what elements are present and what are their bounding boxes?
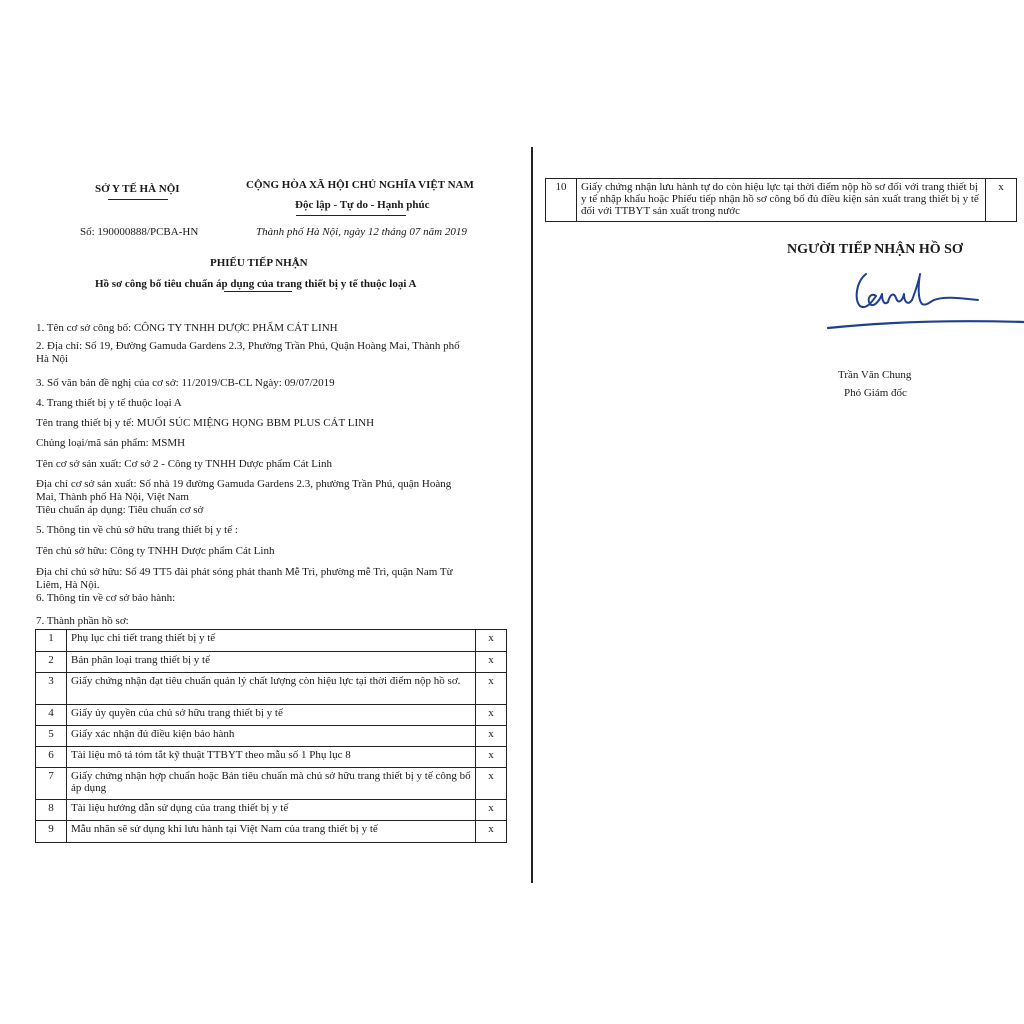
row-document: Tài liệu hướng dẫn sử dụng của trang thiết bị y tế xyxy=(67,800,476,821)
table-row xyxy=(546,179,1017,222)
receiver-heading: NGƯỜI TIẾP NHẬN HỒ SƠ xyxy=(787,242,963,257)
row-mark: x xyxy=(476,652,507,673)
signature-stroke xyxy=(828,321,1024,328)
row-mark: x xyxy=(476,673,507,705)
row-number: 5 xyxy=(36,726,67,747)
agency-underline xyxy=(108,199,168,200)
row-document: Tài liệu mô tả tóm tắt kỹ thuật TTBYT theo mẫu số 1 Phụ lục 8 xyxy=(67,747,476,768)
row-number: 3 xyxy=(36,673,67,705)
manufacturer-address-cont: Mai, Thành phố Hà Nội, Việt Nam xyxy=(36,491,189,503)
agency-name: SỞ Y TẾ HÀ NỘI xyxy=(95,183,180,195)
row-number: 6 xyxy=(36,747,67,768)
table-row xyxy=(36,652,507,673)
signature-stroke xyxy=(934,298,978,300)
row-number: 7 xyxy=(36,768,67,800)
table-row xyxy=(36,800,507,821)
row-document: Mẫu nhãn sẽ sử dụng khi lưu hành tại Việt Nam của trang thiết bị y tế xyxy=(67,821,476,843)
row-document: Bản phân loại trang thiết bị y tế xyxy=(67,652,476,673)
row-document: Giấy chứng nhận đạt tiêu chuẩn quản lý chất lượng còn hiệu lực tại thời điểm nộp hồ sơ. xyxy=(67,673,476,705)
subtitle-underline xyxy=(224,291,292,292)
signature-stroke xyxy=(857,274,876,307)
row-number: 2 xyxy=(36,652,67,673)
row-mark: x xyxy=(476,821,507,843)
republic-name: CỘNG HÒA XÃ HỘI CHỦ NGHĨA VIỆT NAM xyxy=(246,179,474,191)
item-6-warranty: 6. Thông tin về cơ sở bảo hành: xyxy=(36,592,176,604)
national-motto: Độc lập - Tự do - Hạnh phúc xyxy=(295,199,430,211)
table-row xyxy=(36,726,507,747)
table-row xyxy=(36,673,507,705)
item-7-dossier: 7. Thành phần hồ sơ: xyxy=(36,615,129,627)
table-row xyxy=(36,821,507,843)
row-document: Phụ lục chi tiết trang thiết bị y tế xyxy=(67,630,476,652)
table-row xyxy=(36,705,507,726)
row-document: Giấy chứng nhận lưu hành tự do còn hiệu lực tại thời điểm nộp hồ sơ đối với trang thiết bị y tế nhập khẩu hoặc Phiếu tiếp nhận hồ sơ công bố đủ điều kiện sản xuất trang thiết bị y tế đối với TTBYT sản xuất trong nước xyxy=(577,179,986,222)
table-row xyxy=(36,747,507,768)
signer-name: Trần Văn Chung xyxy=(838,369,912,381)
dossier-table-continued xyxy=(545,178,1017,222)
item-2-address-cont: Hà Nội xyxy=(36,353,69,365)
product-code: Chủng loại/mã sản phẩm: MSMH xyxy=(36,437,186,449)
device-name: Tên trang thiết bị y tế: MUỐI SÚC MIỆNG HỌNG BBM PLUS CÁT LINH xyxy=(36,417,375,429)
manufacturer-name: Tên cơ sở sản xuất: Cơ sở 2 - Công ty TNHH Dược phẩm Cát Linh xyxy=(36,458,333,470)
table-row xyxy=(36,768,507,800)
signature-stroke xyxy=(912,274,934,305)
row-mark: x xyxy=(476,747,507,768)
item-5-owner-info: 5. Thông tin về chủ sở hữu trang thiết bị y tế : xyxy=(36,524,238,536)
row-document: Giấy ủy quyền của chủ sở hữu trang thiết bị y tế xyxy=(67,705,476,726)
signer-title: Phó Giám đốc xyxy=(844,387,907,399)
place-date: Thành phố Hà Nội, ngày 12 tháng 07 năm 2019 xyxy=(256,226,467,238)
row-mark: x xyxy=(476,726,507,747)
row-number: 4 xyxy=(36,705,67,726)
row-document: Giấy chứng nhận hợp chuẩn hoặc Bản tiêu chuẩn mà chủ sở hữu trang thiết bị y tế công bố áp dụng xyxy=(67,768,476,800)
form-subtitle: Hồ sơ công bố tiêu chuẩn áp dụng của trang thiết bị y tế thuộc loại A xyxy=(95,278,417,290)
item-2-address: 2. Địa chỉ: Số 19, Đường Gamuda Gardens 2.3, Phường Trần Phú, Quận Hoàng Mai, Thành phố xyxy=(36,340,460,352)
owner-address-cont: Liêm, Hà Nội. xyxy=(36,579,100,591)
signature-image xyxy=(826,262,1024,334)
item-4-device-class: 4. Trang thiết bị y tế thuộc loại A xyxy=(36,397,182,409)
row-number: 9 xyxy=(36,821,67,843)
form-title: PHIẾU TIẾP NHẬN xyxy=(210,257,308,269)
row-mark: x xyxy=(476,768,507,800)
manufacturer-address: Địa chỉ cơ sở sản xuất: Số nhà 19 đường Gamuda Gardens 2.3, phường Trần Phú, quận Hoàng xyxy=(36,478,452,490)
row-number: 8 xyxy=(36,800,67,821)
signature-stroke xyxy=(888,294,912,303)
document-number: Số: 190000888/PCBA-HN xyxy=(80,226,199,238)
item-1-publisher: 1. Tên cơ sở công bố: CÔNG TY TNHH DƯỢC PHẨM CÁT LINH xyxy=(36,322,338,334)
row-mark: x xyxy=(986,179,1017,222)
row-mark: x xyxy=(476,800,507,821)
page-divider xyxy=(531,147,533,883)
row-number: 10 xyxy=(546,179,577,222)
item-3-request: 3. Số văn bản đề nghị của cơ sở: 11/2019/CB-CL Ngày: 09/07/2019 xyxy=(36,377,335,389)
row-number: 1 xyxy=(36,630,67,652)
row-mark: x xyxy=(476,705,507,726)
owner-address: Địa chỉ chủ sở hữu: Số 49 TT5 đài phát sóng phát thanh Mễ Trì, phường mễ Trì, quận Nam Từ xyxy=(36,566,453,578)
row-document: Giấy xác nhận đủ điều kiện bảo hành xyxy=(67,726,476,747)
motto-underline xyxy=(296,215,406,216)
dossier-table xyxy=(35,629,507,843)
applied-standard: Tiêu chuẩn áp dụng: Tiêu chuẩn cơ sở xyxy=(36,504,204,516)
row-mark: x xyxy=(476,630,507,652)
table-row xyxy=(36,630,507,652)
owner-name: Tên chủ sở hữu: Công ty TNHH Dược phẩm Cát Linh xyxy=(36,545,275,557)
